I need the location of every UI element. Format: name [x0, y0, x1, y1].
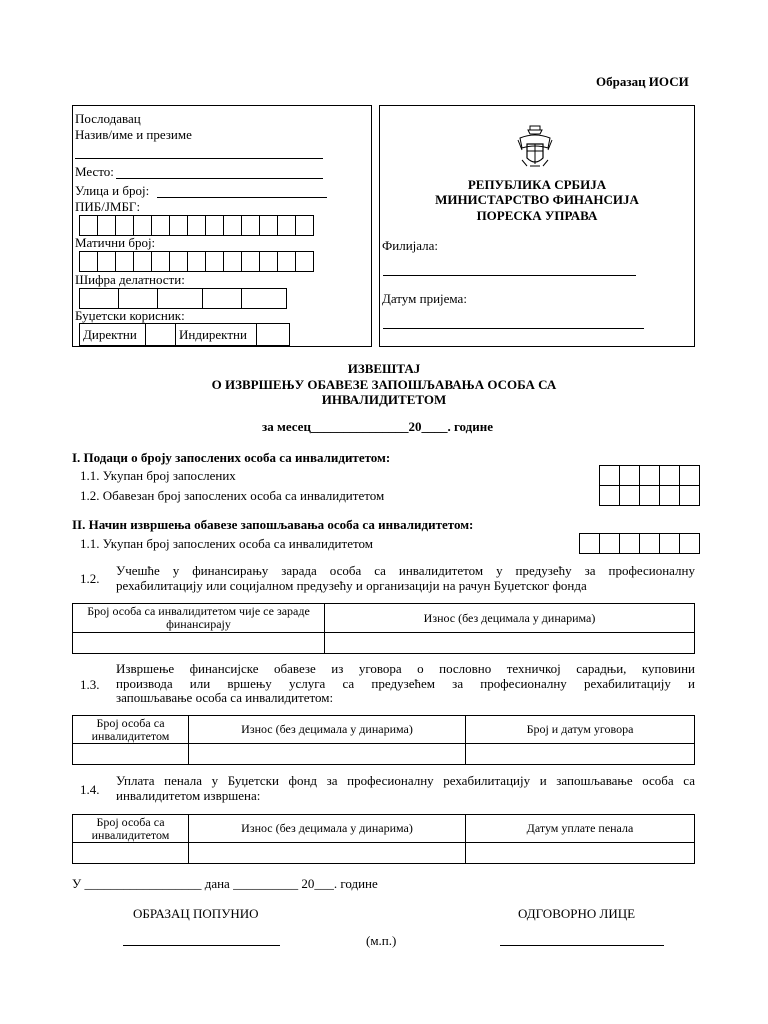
indirect-label: Индиректни: [179, 327, 247, 342]
item4-text-line2: инвалидитетом извршена:: [116, 788, 261, 803]
place-input[interactable]: [116, 178, 323, 179]
section1-item2: 1.2. Обавезан број запослених особа са инвалидитетом: [80, 488, 385, 503]
report-title-line3: ИНВАЛИДИТЕТОМ: [321, 392, 447, 407]
table3-amount-cells[interactable]: [189, 744, 466, 765]
table2-amount-cells[interactable]: [325, 633, 695, 654]
table-1-4: [72, 814, 695, 864]
indirect-checkbox[interactable]: [256, 323, 290, 346]
place-date-line: У __________________ дана __________ 20___. године: [72, 876, 378, 891]
section2-heading: II. Начин извршења обавезе запошљавања особа са инвалидитетом:: [72, 517, 474, 532]
item3-number: 1.3.: [80, 677, 100, 692]
employer-title: Послодавац: [75, 111, 141, 126]
authority-line2: МИНИСТАРСТВО ФИНАНСИЈА: [435, 192, 639, 207]
table4-date-input[interactable]: [466, 843, 695, 864]
responsible-signature-line[interactable]: [500, 945, 664, 946]
budget-label: Буџетски корисник:: [75, 308, 185, 323]
table4-col3-header: Датум уплате пенала: [466, 815, 695, 843]
branch-input[interactable]: [383, 275, 636, 276]
total-employees-cells[interactable]: [599, 465, 700, 486]
form-code: Образац ИОСИ: [596, 74, 689, 89]
activity-label: Шифра делатности:: [75, 272, 185, 287]
table4-col1-header: Број особа са инвалидитетом: [73, 815, 189, 843]
table-1-2: [72, 603, 695, 654]
date-received-input[interactable]: [383, 328, 644, 329]
item3-text-line2: производа или вршењу услуга са предузећем за професионалну рехабилитацију и: [116, 676, 695, 691]
item2-text-line1: Учешће у финансирању зарада особа са инвалидитетом у предузећу за професионалну: [116, 563, 695, 578]
item4-number: 1.4.: [80, 782, 100, 797]
activity-code-cells[interactable]: [79, 288, 287, 309]
stamp-label: (м.п.): [366, 933, 397, 948]
street-input[interactable]: [157, 197, 327, 198]
place-label: Место:: [75, 164, 114, 179]
item3-text-line1: Извршење финансијске обавезе из уговора о пословно техничкој сарадњи, куповини: [116, 661, 695, 676]
required-employees-cells[interactable]: [599, 485, 700, 506]
employer-name-input[interactable]: [75, 158, 323, 159]
table3-count-input[interactable]: [73, 744, 189, 765]
item3-text-line3: запошљавање особа са инвалидитетом:: [116, 690, 334, 705]
report-title-line1: ИЗВЕШТАЈ: [347, 361, 421, 376]
table4-amount-cells[interactable]: [189, 843, 466, 864]
authority-line1: РЕПУБЛИКА СРБИЈА: [467, 177, 607, 192]
direct-label: Директни: [83, 327, 137, 342]
reg-label: Матични број:: [75, 235, 156, 250]
total-disabled-employees-cells[interactable]: [579, 533, 700, 554]
item2-text-line2: рехабилитацију или социјалном предузећу и организацији на рачун Буџетског фонда: [116, 578, 587, 593]
serbia-coat-of-arms-icon: [516, 124, 554, 172]
responsible-label: ОДГОВОРНО ЛИЦЕ: [518, 906, 636, 921]
table2-count-input[interactable]: [73, 633, 325, 654]
pib-cells[interactable]: [79, 215, 314, 236]
pib-label: ПИБ/ЈМБГ:: [75, 199, 141, 214]
report-title-line2: О ИЗВРШЕЊУ ОБАВЕЗЕ ЗАПОШЉАВАЊА ОСОБА СА: [211, 377, 557, 392]
table4-col2-header: Износ (без децимала у динарима): [189, 815, 466, 843]
reg-number-cells[interactable]: [79, 251, 314, 272]
branch-label: Филијала:: [382, 238, 439, 253]
street-label: Улица и број:: [75, 183, 150, 198]
authority-line3: ПОРЕСКА УПРАВА: [476, 208, 598, 223]
item4-text-line1: Уплата пенала у Буџетски фонд за професионалну рехабилитацију и запошљавање особа са: [116, 773, 695, 788]
table3-contract-input[interactable]: [466, 744, 695, 765]
table2-col2-header: Износ (без децимала у динарима): [325, 604, 695, 633]
date-received-label: Датум пријема:: [382, 291, 467, 306]
filled-by-signature-line[interactable]: [123, 945, 280, 946]
month-line: за месец_______________20____. године: [262, 419, 493, 434]
table2-col1-header: Број особа са инвалидитетом чије се зараде финансирају: [73, 604, 325, 633]
item2-number: 1.2.: [80, 571, 100, 586]
table3-col2-header: Износ (без децимала у динарима): [189, 716, 466, 744]
section2-item1: 1.1. Укупан број запослених особа са инвалидитетом: [80, 536, 373, 551]
table-1-3: [72, 715, 695, 765]
table3-col3-header: Број и датум уговора: [466, 716, 695, 744]
filled-by-label: ОБРАЗАЦ ПОПУНИО: [133, 906, 259, 921]
section1-heading: I. Подаци о броју запослених особа са инвалидитетом:: [72, 450, 391, 465]
employer-name-label: Назив/име и презиме: [75, 127, 192, 142]
direct-checkbox[interactable]: [145, 323, 176, 346]
table4-count-input[interactable]: [73, 843, 189, 864]
section1-item1: 1.1. Укупан број запослених: [80, 468, 236, 483]
table3-col1-header: Број особа са инвалидитетом: [73, 716, 189, 744]
